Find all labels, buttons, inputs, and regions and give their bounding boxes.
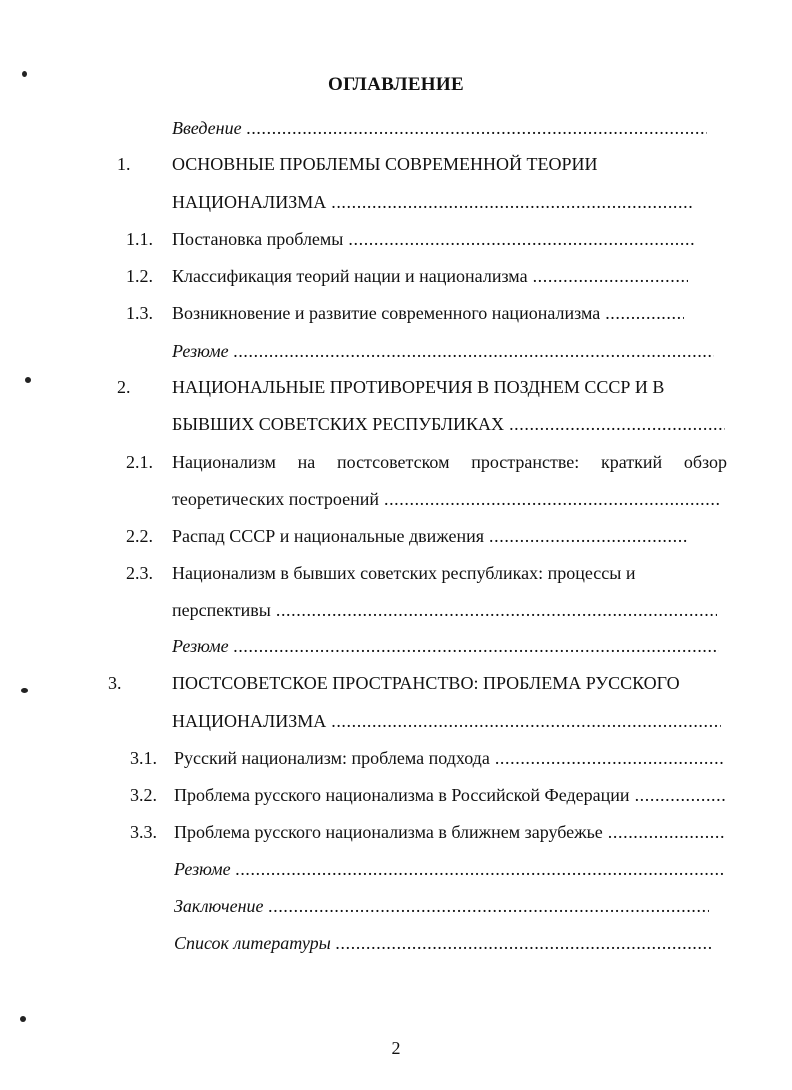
toc-entry-title: Список литературы ..... [174,930,711,956]
toc-entry-title: Распад СССР и национальные движения ..... [172,523,689,549]
toc-entry-title: НАЦИОНАЛЬНЫЕ ПРОТИВОРЕЧИЯ В ПОЗДНЕМ СССР И В [172,377,665,397]
toc-entry-title: БЫВШИХ СОВЕТСКИХ РЕСПУБЛИКАХ ..... [172,411,725,437]
toc-entry-title: ПОСТСОВЕТСКОЕ ПРОСТРАНСТВО: ПРОБЛЕМА РУССКОГО [172,673,680,693]
toc-entry-title: теоретических построений ..... [172,486,719,512]
toc-entry-title: Русский национализм: проблема подхода ..... [174,745,723,771]
toc-entry-number: 3. [108,673,122,693]
toc-entry-title: Резюме ..... [172,338,714,364]
page-title: ОГЛАВЛЕНИЕ [328,74,464,95]
toc-entry-number: 2. [117,377,131,397]
toc-entry-number: 1. [117,154,131,174]
toc-entry-title: перспективы ..... [172,597,717,623]
scan-speck [20,1016,26,1022]
toc-entry-title: Резюме ..... [172,633,719,659]
toc-entry-title: Заключение ..... [174,893,709,919]
scan-speck [25,377,31,383]
toc-entry-number: 2.3. [126,563,153,583]
scan-speck [21,688,28,693]
page-number: 2 [391,1038,401,1058]
toc-entry-title: ОСНОВНЫЕ ПРОБЛЕМЫ СОВРЕМЕННОЙ ТЕОРИИ [172,154,598,174]
toc-entry-number: 3.2. [130,785,157,805]
toc-entry-title: Классификация теорий нации и национализма ..... [172,263,688,289]
toc-entry-title: НАЦИОНАЛИЗМА ..... [172,708,721,734]
toc-entry-number: 2.2. [126,526,153,546]
toc-entry-number: 3.1. [130,748,157,768]
toc-entry-title: Введение ..... [172,115,707,141]
toc-entry-number: 1.2. [126,266,153,286]
toc-entry-number: 3.3. [130,822,157,842]
toc-entry-title: Национализм на постсоветском пространстве: краткий обзор [172,452,727,472]
toc-entry-title: Резюме ..... [174,856,723,882]
toc-entry-title: НАЦИОНАЛИЗМА ..... [172,189,692,215]
toc-entry-title: Проблема русского национализма в ближнем зарубежье ..... [174,819,726,845]
toc-entry-title: Проблема русского национализма в Российской Федерации ..... [174,782,726,808]
toc-entry-number: 1.1. [126,229,153,249]
toc-entry-title: Национализм в бывших советских республиках: процессы и [172,563,636,583]
toc-entry-number: 2.1. [126,452,153,472]
toc-entry-title: Постановка проблемы ..... [172,226,696,252]
toc-entry-number: 1.3. [126,303,153,323]
toc-entry-title: Возникновение и развитие современного национализма ..... [172,300,684,326]
